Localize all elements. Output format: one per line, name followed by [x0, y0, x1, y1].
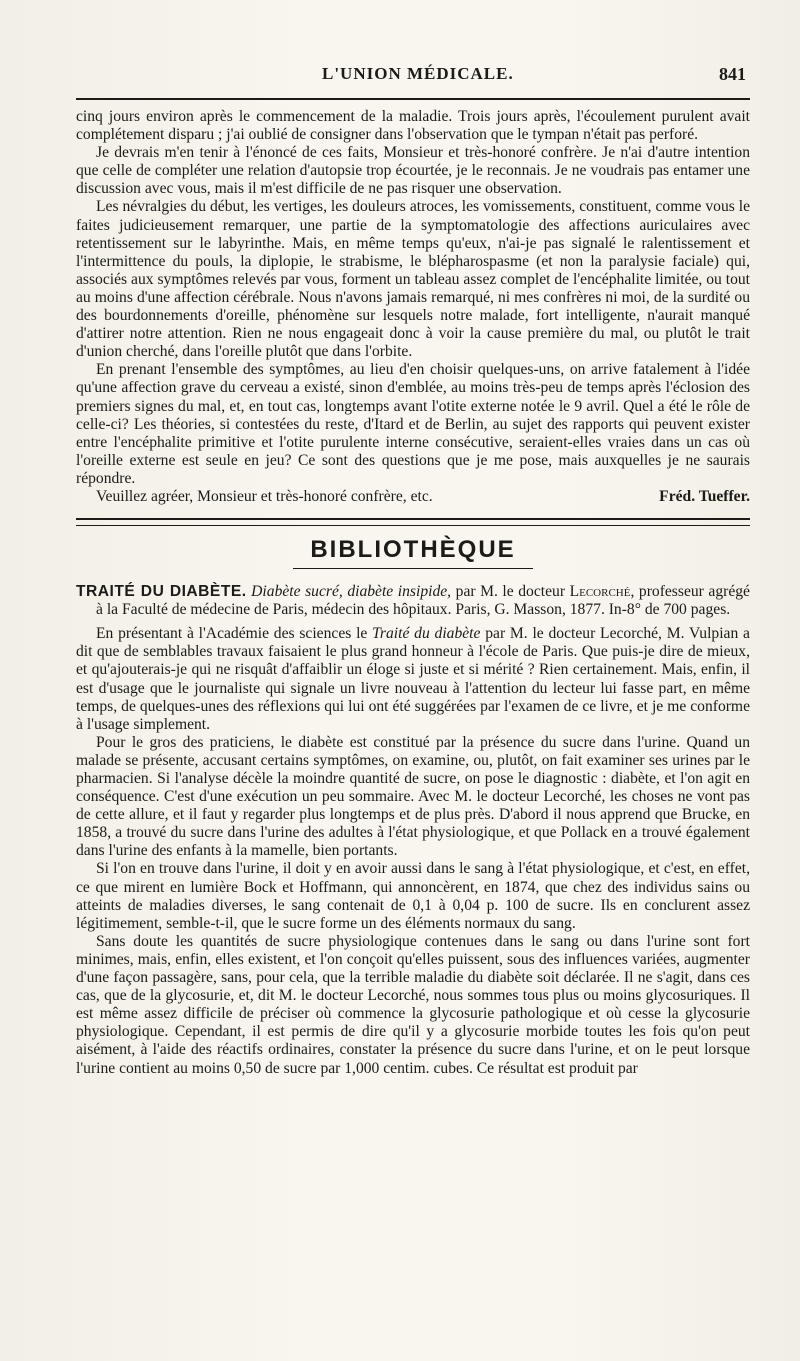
page-header [76, 52, 750, 92]
book-author: Lecorché, [569, 583, 635, 601]
review-p1-italic: Traité du diabète [372, 625, 481, 643]
book-title: TRAITÉ DU DIABÈTE. [76, 583, 247, 601]
citation-part-2: professeur agrégé à la Faculté de médecine de Paris, médecin des hôpitaux. Paris, G. Masson, 1877. In-8° de 700 pages. [96, 583, 750, 619]
section-underline [293, 568, 533, 569]
review-paragraph-4: Sans doute les quantités de sucre physiologique contenues dans le sang ou dans l'urine sont fort minimes, mais, enfin, elles existent, et l'on conçoit qu'elles puissent, sous des influences variées, augmenter d'une façon passagère, sans, pour cela, que la terrible maladie du diabète soit déclarée. Il ne s'agit, dans ces cas, que de la glycosurie, et, dit M. le docteur Lecorché, nous sommes tous plus ou moins glycosuriques. Il est même assez difficile de préciser où commence la glycosurie pathologique et où cesse la glycosurie physiologique. Cependant, il est permis de dire qu'il y a glycosurie morbide toutes les fois qu'on peut aisément, à l'aide des réactifs ordinaires, constater la présence du sucre dans l'urine, et on le peut lorsque l'urine contient au moins 0,50 de sucre par 1,000 centim. cubes. Ce résultat est produit par [76, 932, 750, 1077]
section-divider [76, 518, 750, 526]
letter-paragraph-3: Les névralgies du début, les vertiges, les douleurs atroces, les vomissements, constituent, comme vous le faites judicieusement remarquer, une partie de la symptomatologie des affections auriculaires avec retentissement sur le labyrinthe. Mais, en même temps qu'eux, n'ai-je pas signalé le ralentissement et l'intermittence du pouls, la diplopie, le strabisme, le blépharospasme (et non la paralysie faciale) qui, associés aux symptômes relevés par vous, forment un tableau assez complet de l'encéphalite limitée, ou tout au moins d'une affection cérébrale. Nous n'avons jamais remarqué, ni mes confrères ni moi, de la surdité ou des bourdonnements d'oreille, phénomène sur lesquels notre malade, fort intelligente, n'aurait manqué d'attirer notre attention. Rien ne nous engageait donc à voir la cause première du mal, ou plutôt le trait d'union cherché, dans l'oreille plutôt que dans l'orbite. [76, 198, 750, 361]
book-citation [76, 583, 750, 619]
header-rule [76, 98, 750, 100]
review-paragraph-3: Si l'on en trouve dans l'urine, il doit y en avoir aussi dans le sang à l'état physiologique, et c'est, en effet, ce que mirent en lumière Bock et Hoffmann, qui annoncèrent, en 1874, que chez des individus sains ou atteints de maladies diverses, le sang contenait de 0,1 à 0,04 p. 100 de sucre. Ils en conclurent assez légitimement, semble-t-il, que le sucre forme un des éléments normaux du sang. [76, 860, 750, 932]
review-paragraph-1 [76, 625, 750, 734]
review-section [76, 583, 750, 1078]
review-p1-before: En présentant à l'Académie des sciences le [96, 625, 368, 643]
letter-signature: Fréd. Tueffer. [659, 487, 750, 505]
running-title: L'UNION MÉDICALE. [322, 64, 514, 83]
letter-paragraph-2: Je devrais m'en tenir à l'énoncé de ces faits, Monsieur et très-honoré confrère. Je n'ai d'autre intention que celle de compléter une relation d'autopsie trop écourtée, je le reconnais. Je ne voudrais pas entamer une discussion avec vous, mais il m'est difficile de ne pas risquer une observation. [76, 144, 750, 198]
letter-closing: Veuillez agréer, Monsieur et très-honoré confrère, etc. [96, 487, 433, 505]
section-title: BIBLIOTHÈQUE [310, 536, 516, 564]
letter-section [76, 108, 750, 506]
review-p1-after: par M. le docteur Lecorché, M. Vulpian a dit que de semblables travaux faisaient le plus grand honneur à l'école de Paris. Que puis-je dire de mieux, et qu'ajouterais-je qui ne risquât d'affaiblir un éloge si juste et si mérité ? Rien certainement. Mais, enfin, il est d'usage que le journaliste qui signale un livre nouveau à l'attention du lecteur lui fasse part, en même temps, de quelques-unes des réflexions qui lui ont été suggérées par l'examen de ce livre, et je me conforme à l'usage simplement. [76, 625, 750, 733]
letter-closing-line [76, 488, 750, 506]
letter-paragraph-1: cinq jours environ après le commencement de la maladie. Trois jours après, l'écoulement purulent avait complétement disparu ; j'ai oublié de consigner dans l'observation que le tympan n'était pas perforé. [76, 108, 750, 144]
book-subtitle: Diabète sucré, diabète insipide, [251, 583, 452, 601]
review-paragraph-2: Pour le gros des praticiens, le diabète est constitué par la présence du sucre dans l'urine. Quand un malade se présente, accusant certains symptômes, on examine, ou, plutôt, on fait examiner ses urines par le pharmacien. Si l'analyse décèle la moindre quantité de sucre, on pose le diagnostic : diabète, et l'on agit en conséquence. C'est d'une exécution un peu sommaire. Avec M. le docteur Lecorché, les choses ne vont pas de cette allure, et il faut y regarder plus longtemps et de plus près. D'abord il nous apprend que Brucke, en 1858, a trouvé du sucre dans l'urine des adultes à l'état physiologique, et que Pollack en a trouvé également dans l'urine des enfants à la mamelle, bien portants. [76, 733, 750, 860]
citation-part-1: par M. le docteur [455, 583, 566, 601]
page-number: 841 [719, 64, 746, 84]
letter-paragraph-4: En prenant l'ensemble des symptômes, au lieu d'en choisir quelques-uns, on arrive fatalement à l'idée qu'une affection grave du cerveau a existé, sinon d'emblée, au moins très-peu de temps après l'éclosion des premiers signes du mal, et, en tout cas, longtemps avant l'otite externe notée le 9 avril. Quel a été le rôle de celle-ci? Les théories, si contestées du reste, d'Itard et de Berlin, au sujet des rapports qui peuvent exister entre l'encéphalite primitive et l'otite purulente interne consécutive, seraient-elles vraies dans un cas où l'oreille externe est seule en jeu? Ce sont des questions que je me pose, mais auxquelles je ne saurais répondre. [76, 361, 750, 487]
